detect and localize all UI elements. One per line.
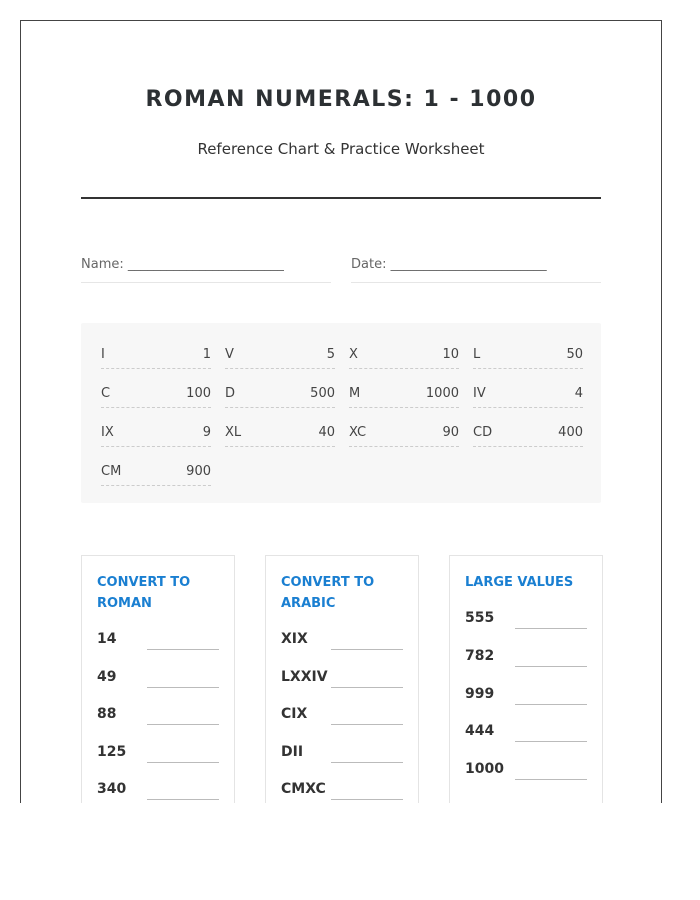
reference-numeral: XL xyxy=(225,425,242,440)
reference-value: 4 xyxy=(574,386,583,401)
exercise-prompt: XIX xyxy=(281,631,308,647)
answer-line[interactable] xyxy=(147,799,219,800)
section-title: CONVERT TO ROMAN xyxy=(97,575,191,611)
exercise-prompt: 125 xyxy=(97,744,127,760)
exercise-item xyxy=(281,669,403,691)
reference-cell xyxy=(101,425,211,447)
reference-row xyxy=(101,464,211,486)
reference-value: 90 xyxy=(442,425,459,440)
answer-line[interactable] xyxy=(147,762,219,763)
exercise-prompt: CIX xyxy=(281,706,308,722)
reference-numeral: M xyxy=(349,386,361,401)
reference-numeral: IX xyxy=(101,425,114,440)
reference-cell xyxy=(349,386,459,408)
reference-value: 5 xyxy=(326,347,335,362)
reference-value: 50 xyxy=(566,347,583,362)
reference-cell xyxy=(225,386,335,408)
date-field[interactable]: Date: ________________________ xyxy=(351,257,601,283)
exercise-prompt: 999 xyxy=(465,686,495,702)
answer-line[interactable] xyxy=(515,628,587,629)
answer-line[interactable] xyxy=(515,741,587,742)
answer-line[interactable] xyxy=(331,649,403,650)
exercise-item xyxy=(465,723,587,745)
large-values-section xyxy=(449,555,603,803)
reference-cell xyxy=(101,347,211,369)
exercise-prompt: 444 xyxy=(465,723,495,739)
exercise-item xyxy=(97,744,219,766)
answer-line[interactable] xyxy=(331,799,403,800)
answer-line[interactable] xyxy=(331,687,403,688)
exercise-prompt: CMXC xyxy=(281,781,326,797)
reference-value: 1000 xyxy=(425,386,459,401)
reference-numeral: V xyxy=(225,347,234,362)
reference-row xyxy=(101,347,583,369)
reference-cell xyxy=(473,386,583,408)
reference-cell xyxy=(225,347,335,369)
exercise-item xyxy=(97,706,219,728)
convert-to-roman-section xyxy=(81,555,235,803)
exercise-item xyxy=(465,610,587,632)
reference-cell xyxy=(473,425,583,447)
reference-numeral: X xyxy=(349,347,358,362)
title-divider xyxy=(81,197,601,199)
page-title: ROMAN NUMERALS: 1 - 1000 xyxy=(145,87,537,112)
reference-value: 40 xyxy=(318,425,335,440)
section-title: CONVERT TO ARABIC xyxy=(281,575,375,611)
reference-value: 400 xyxy=(558,425,583,440)
reference-numeral: L xyxy=(473,347,481,362)
reference-numeral: I xyxy=(101,347,105,362)
reference-value: 100 xyxy=(186,386,211,401)
exercise-item xyxy=(281,631,403,653)
reference-cell xyxy=(101,464,211,486)
reference-numeral: IV xyxy=(473,386,486,401)
exercise-prompt: 1000 xyxy=(465,761,504,777)
reference-cell xyxy=(349,425,459,447)
answer-line[interactable] xyxy=(331,724,403,725)
reference-value: 9 xyxy=(202,425,211,440)
reference-row xyxy=(101,386,583,408)
reference-chart xyxy=(81,323,601,503)
exercise-prompt: 14 xyxy=(97,631,117,647)
answer-line[interactable] xyxy=(515,666,587,667)
exercise-prompt: 782 xyxy=(465,648,495,664)
exercise-prompt: DII xyxy=(281,744,304,760)
reference-numeral: CD xyxy=(473,425,493,440)
reference-numeral: D xyxy=(225,386,236,401)
section-title: LARGE VALUES xyxy=(465,575,574,590)
exercise-prompt: LXXIV xyxy=(281,669,328,685)
name-field[interactable]: Name: ________________________ xyxy=(81,257,331,283)
exercise-item xyxy=(97,669,219,691)
reference-row xyxy=(101,425,583,447)
reference-cell xyxy=(349,347,459,369)
exercise-prompt: 49 xyxy=(97,669,117,685)
reference-cell xyxy=(473,347,583,369)
reference-value: 10 xyxy=(442,347,459,362)
reference-cell xyxy=(225,425,335,447)
reference-cell xyxy=(101,386,211,408)
exercise-prompt: 340 xyxy=(97,781,127,797)
answer-line[interactable] xyxy=(147,724,219,725)
exercise-item xyxy=(281,781,403,803)
exercise-item xyxy=(281,706,403,728)
worksheet-page xyxy=(20,20,662,803)
exercise-item xyxy=(465,761,587,783)
convert-to-arabic-section xyxy=(265,555,419,803)
answer-line[interactable] xyxy=(147,649,219,650)
exercise-prompt: 88 xyxy=(97,706,117,722)
reference-value: 1 xyxy=(202,347,211,362)
reference-value: 500 xyxy=(310,386,335,401)
answer-line[interactable] xyxy=(147,687,219,688)
exercise-item xyxy=(97,631,219,653)
answer-line[interactable] xyxy=(331,762,403,763)
reference-numeral: C xyxy=(101,386,111,401)
answer-line[interactable] xyxy=(515,779,587,780)
exercise-item xyxy=(97,781,219,803)
answer-line[interactable] xyxy=(515,704,587,705)
exercise-prompt: 555 xyxy=(465,610,495,626)
exercise-item xyxy=(281,744,403,766)
page-subtitle: Reference Chart & Practice Worksheet xyxy=(197,140,485,158)
reference-numeral: XC xyxy=(349,425,367,440)
reference-numeral: CM xyxy=(101,464,122,479)
reference-value: 900 xyxy=(186,464,211,479)
exercise-item xyxy=(465,686,587,708)
exercise-item xyxy=(465,648,587,670)
